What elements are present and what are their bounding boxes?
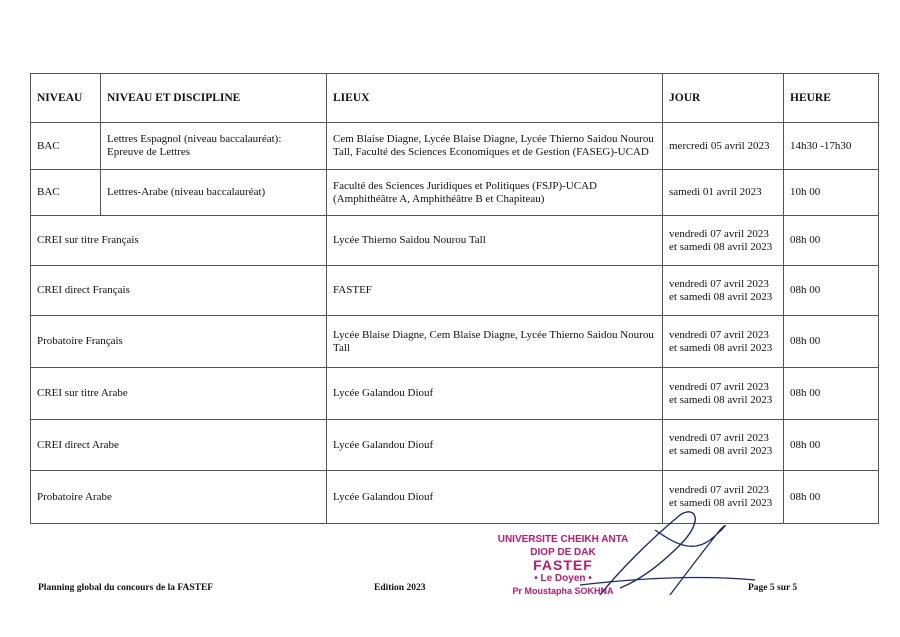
header-discipline: NIVEAU ET DISCIPLINE: [101, 74, 327, 123]
jour-line: vendredi 07 avril 2023: [669, 432, 769, 444]
header-niveau: NIVEAU: [31, 74, 101, 123]
footer-title: Planning global du concours de la FASTEF: [38, 583, 214, 593]
cell-heure: 08h 00: [784, 216, 879, 266]
cell-niveau: Probatoire Arabe: [31, 471, 327, 524]
jour-line: vendredi 07 avril 2023: [669, 380, 769, 393]
footer-edition: Edition 2023: [374, 583, 426, 593]
cell-lieux: Lycée Galandou Diouf: [327, 471, 663, 524]
jour-line: vendredi 07 avril 2023: [669, 227, 769, 240]
stamp-university: UNIVERSITE CHEIKH ANTA DIOP DE DAK: [497, 534, 629, 558]
table-row: [31, 123, 879, 170]
cell-lieux: FASTEF: [327, 266, 663, 316]
handwritten-signature: [560, 500, 760, 610]
cell-niveau: CREI direct Arabe: [31, 420, 327, 471]
cell-jour: [663, 316, 784, 368]
jour-line: et samedi 08 avril 2023: [669, 240, 773, 253]
jour-line: et samedi 08 avril 2023: [669, 445, 773, 457]
cell-jour: mercredi 05 avril 2023: [663, 123, 784, 170]
cell-lieux: Lycée Galandou Diouf: [327, 420, 663, 471]
cell-heure: 14h30 -17h30: [784, 123, 879, 170]
cell-jour: [663, 266, 784, 316]
cell-discipline: Lettres-Arabe (niveau baccalauréat): [101, 170, 327, 216]
cell-niveau: BAC: [31, 123, 101, 170]
cell-lieux: Cem Blaise Diagne, Lycée Blaise Diagne, Lycée Thierno Saidou Nourou Tall, Faculté des Sciences Economiques et de Gestion (FASEG)-UCAD: [327, 123, 663, 170]
jour-line: et samedi 08 avril 2023: [669, 290, 773, 303]
cell-discipline: Lettres Espagnol (niveau baccalauréat): Epreuve de Lettres: [101, 123, 327, 170]
cell-jour: samedi 01 avril 2023: [663, 170, 784, 216]
jour-line: vendredi 07 avril 2023: [669, 277, 769, 290]
cell-heure: 10h 00: [784, 170, 879, 216]
cell-jour: [663, 368, 784, 420]
table-row: [31, 316, 879, 368]
cell-lieux: Lycée Blaise Diagne, Cem Blaise Diagne, Lycée Thierno Saidou Nourou Tall: [327, 316, 663, 368]
cell-jour: [663, 420, 784, 471]
header-heure: HEURE: [784, 74, 879, 123]
cell-lieux: Lycée Thierno Saidou Nourou Tall: [327, 216, 663, 266]
footer-page-number: Page 5 sur 5: [748, 583, 798, 593]
stamp-name: Pr Moustapha SOKHNA: [512, 586, 614, 596]
table-header-row: [31, 74, 879, 123]
cell-heure: 08h 00: [784, 266, 879, 316]
exam-schedule-table: [30, 73, 879, 524]
table-row: [31, 216, 879, 266]
table-row: [31, 368, 879, 420]
jour-line: et samedi 08 avril 2023: [669, 497, 773, 509]
stamp-title: • Le Doyen •: [534, 573, 592, 584]
cell-niveau: BAC: [31, 170, 101, 216]
cell-niveau: Probatoire Français: [31, 316, 327, 368]
cell-lieux: Faculté des Sciences Juridiques et Politiques (FSJP)-UCAD (Amphithéâtre A, Amphithéâtre B et Chapiteau): [327, 170, 663, 216]
jour-line: et samedi 08 avril 2023: [669, 393, 773, 406]
cell-heure: 08h 00: [784, 316, 879, 368]
cell-niveau: CREI sur titre Français: [31, 216, 327, 266]
cell-heure: 08h 00: [784, 420, 879, 471]
stamp-faculty: FASTEF: [533, 557, 593, 573]
cell-jour: [663, 216, 784, 266]
header-jour: JOUR: [663, 74, 784, 123]
jour-line: vendredi 07 avril 2023: [669, 484, 769, 496]
table-row: [31, 266, 879, 316]
jour-line: vendredi 07 avril 2023: [669, 328, 769, 341]
cell-niveau: CREI direct Français: [31, 266, 327, 316]
cell-lieux: Lycée Galandou Diouf: [327, 368, 663, 420]
table-row: [31, 420, 879, 471]
table-row: [31, 170, 879, 216]
cell-heure: 08h 00: [784, 471, 879, 524]
header-lieux: LIEUX: [327, 74, 663, 123]
jour-line: et samedi 08 avril 2023: [669, 341, 773, 354]
cell-niveau: CREI sur titre Arabe: [31, 368, 327, 420]
cell-heure: 08h 00: [784, 368, 879, 420]
